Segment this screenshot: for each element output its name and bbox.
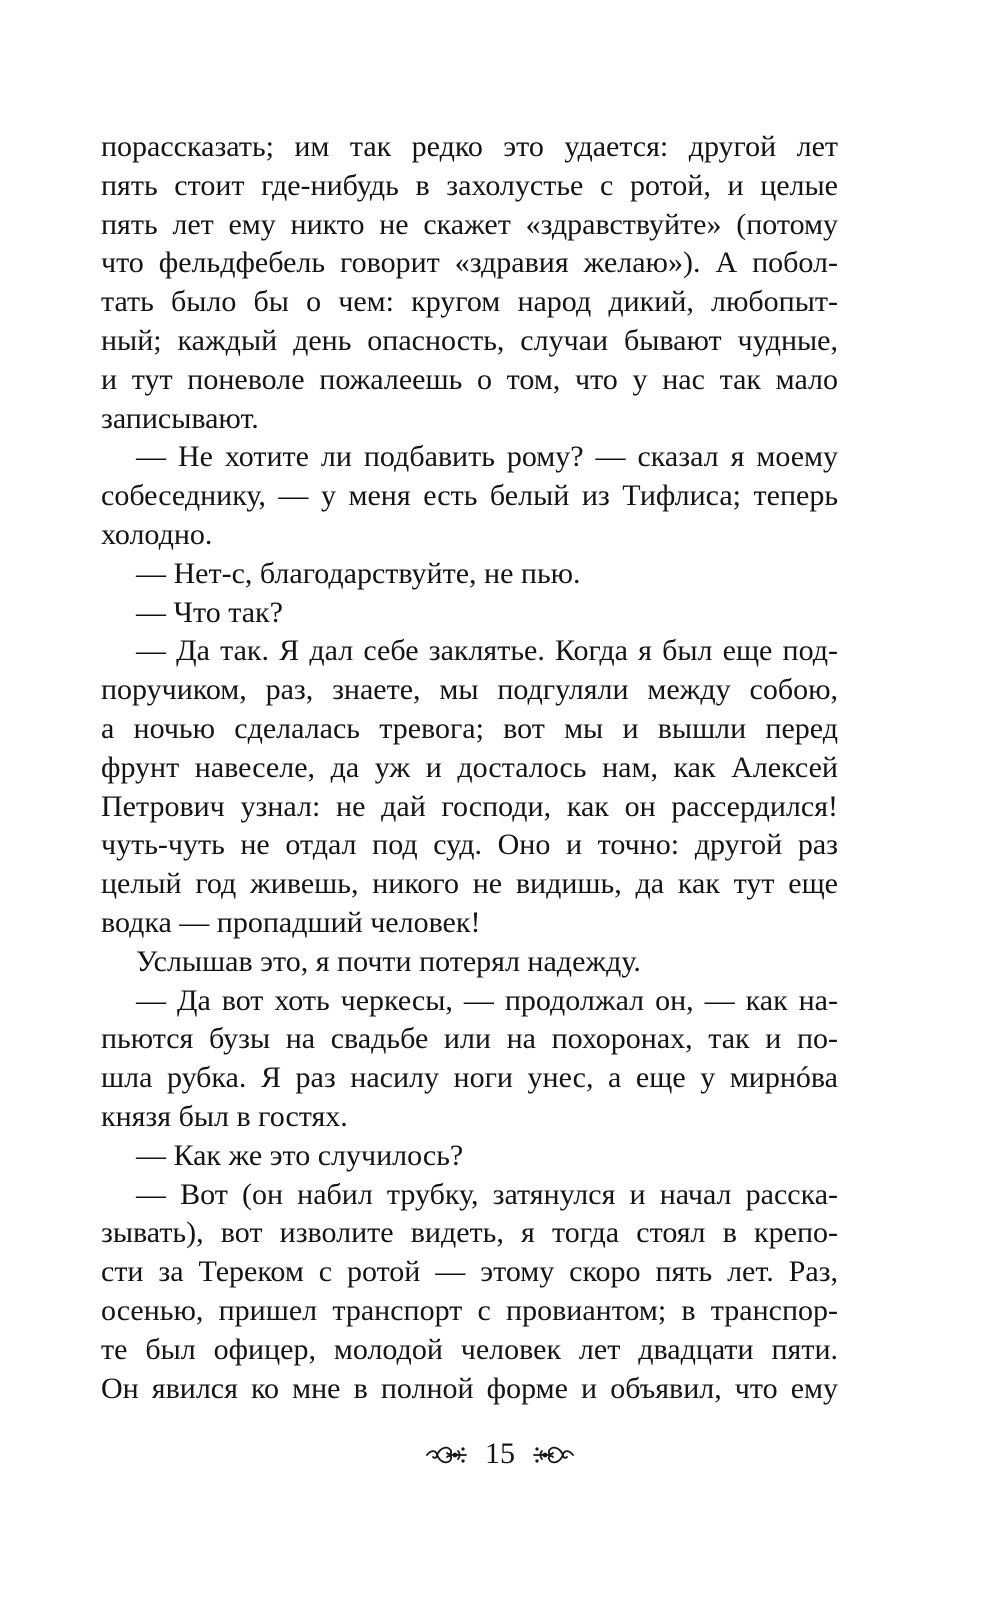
text-line: фрунт навеселе, да уж и досталось нам, как Алексей bbox=[101, 750, 838, 784]
text-line: — Не хотите ли подбавить рому? — сказал я моему bbox=[136, 440, 838, 474]
text-line: чуть-чуть не отдал под суд. Оно и точно: другой раз bbox=[101, 828, 838, 862]
text-line: и тут поневоле пожалеешь о том, что у нас так мало bbox=[101, 362, 838, 396]
text-line: пять лет ему никто не скажет «здравствуйте» (потому bbox=[101, 207, 838, 241]
fleuron-ornament-icon bbox=[425, 1442, 469, 1468]
text-line: пьются бузы на свадьбе или на похоронах, так и по- bbox=[101, 1022, 838, 1056]
text-line: собеседнику, — у меня есть белый из Тифлиса; теперь bbox=[101, 479, 838, 513]
text-line: те был офицер, молодой человек лет двадцати пяти. bbox=[101, 1332, 838, 1366]
text-line: порассказать; им так редко это удается: другой лет bbox=[101, 130, 838, 163]
text-line: ный; каждый день опасность, случаи бывают чудные, bbox=[101, 323, 838, 357]
text-line: — Как же это случилось? bbox=[136, 1138, 464, 1172]
text-line: водка — пропадший человек! bbox=[101, 905, 481, 939]
text-line: тать было бы о чем: кругом народ дикий, любопыт- bbox=[101, 285, 838, 319]
text-line: что фельдфебель говорит «здравия желаю»). А побол- bbox=[101, 246, 838, 280]
text-line: целый год живешь, никого не видишь, да как тут еще bbox=[101, 867, 838, 901]
text-line: князя был в гостях. bbox=[101, 1099, 348, 1133]
page-body-text bbox=[101, 128, 838, 1408]
text-line: холодно. bbox=[101, 517, 213, 551]
text-line: поручиком, раз, знаете, мы подгуляли между собою, bbox=[101, 673, 838, 707]
text-line: — Что так? bbox=[136, 595, 283, 629]
text-line: а ночью сделалась тревога; вот мы и вышли перед bbox=[101, 711, 838, 745]
page-number: 15 bbox=[485, 1437, 515, 1470]
text-line: Петрович узнал: не дай господи, как он рассердился! bbox=[101, 789, 838, 823]
text-line: осенью, пришел транспорт с провиантом; в транспор- bbox=[101, 1293, 838, 1327]
text-line: Услышав это, я почти потерял надежду. bbox=[136, 944, 641, 978]
text-line: шла рубка. Я раз насилу ноги унес, а еще у мирнóва bbox=[101, 1061, 838, 1095]
text-line: зывать), вот изволите видеть, я тогда стоял в крепо- bbox=[101, 1216, 838, 1250]
page-footer bbox=[0, 1438, 1000, 1472]
text-line: сти за Тереком с ротой — этому скоро пять лет. Раз, bbox=[101, 1255, 838, 1289]
text-line: записывают. bbox=[101, 401, 259, 435]
text-line: — Нет-с, благодарствуйте, не пью. bbox=[136, 556, 581, 590]
text-line: Он явился ко мне в полной форме и объявил, что ему bbox=[101, 1371, 838, 1405]
text-line: — Да вот хоть черкесы, — продолжал он, — как на- bbox=[136, 983, 838, 1017]
text-line: пять стоит где-нибудь в захолустье с ротой, и целые bbox=[101, 168, 838, 202]
text-line: — Да так. Я дал себе заклятье. Когда я был еще под- bbox=[136, 634, 838, 668]
fleuron-ornament-icon bbox=[531, 1442, 575, 1468]
text-line: — Вот (он набил трубку, затянулся и начал расска- bbox=[136, 1177, 838, 1211]
